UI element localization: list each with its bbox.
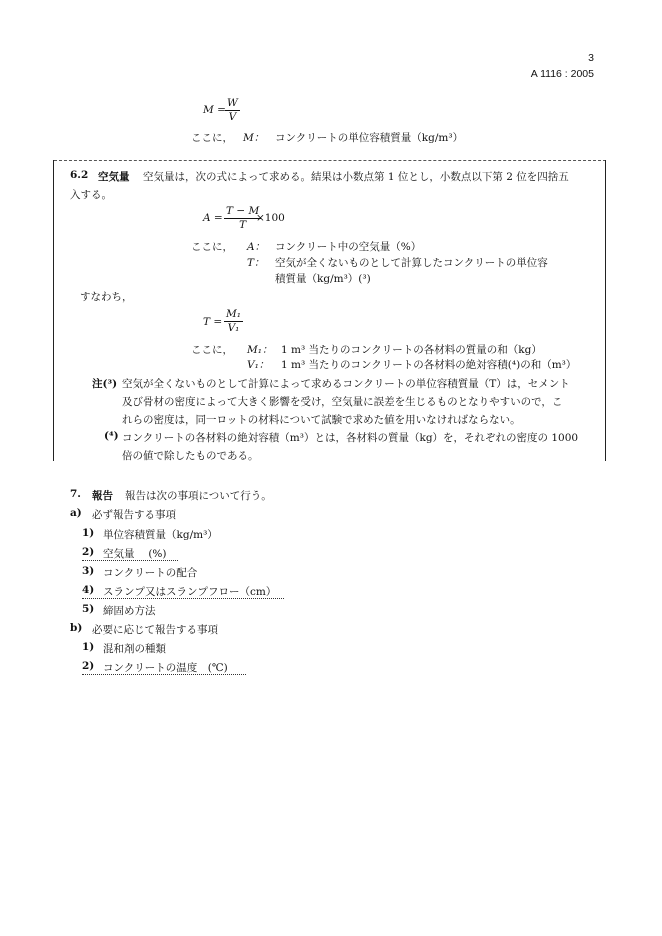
item-b-label: b) — [70, 622, 83, 634]
section-6-2-line1: 空気量は，次の式によって求める。結果は小数点第 1 位とし，小数点以下第 2 位を四捨五 — [143, 171, 569, 183]
page-number: 3 — [588, 52, 594, 64]
sunawachi: すなわち， — [80, 291, 133, 303]
top-formula-fraction — [225, 97, 240, 124]
formula-t-fraction — [224, 308, 243, 335]
def-v1-text: 1 m³ 当たりのコンクリートの各材料の絶対容積(⁴)の和（m³） — [281, 359, 577, 371]
formula-t-denominator: V₁ — [227, 322, 240, 334]
a-item-5-text: 締固め方法 — [103, 605, 156, 617]
note-4-line1: コンクリートの各材料の絶対容積（m³）とは，各材料の質量（kg）を，それぞれの密度の 1000 — [122, 432, 579, 444]
section-6-2-line2: 入する。 — [70, 189, 112, 201]
a-item-2-num: 2) — [82, 546, 95, 558]
formula-a-numerator: T − M — [226, 205, 260, 217]
b-item-2-num: 2) — [82, 660, 95, 672]
formula-a-denominator: T — [239, 219, 247, 231]
item-a-label: a) — [70, 507, 82, 519]
change-bar-left — [53, 160, 54, 461]
note-4-mark: (⁴) — [104, 430, 119, 442]
item-b-text: 必要に応じて報告する事項 — [92, 624, 218, 636]
top-formula-denominator: V — [228, 111, 237, 123]
a-item-3-num: 3) — [82, 565, 95, 577]
formula-t-numerator: M₁ — [226, 308, 241, 320]
a-item-4-text: スランプ又はスランプフロー（cm） — [103, 586, 277, 598]
where-2: ここに， — [191, 344, 233, 356]
formula-t-lhs: T = — [203, 316, 223, 328]
def-v1-symbol: V₁： — [247, 359, 270, 371]
a-item-4-underline — [82, 598, 284, 599]
def-t-symbol: T： — [247, 257, 265, 269]
change-rule-top — [54, 160, 606, 161]
a-item-1-text: 単位容積質量（kg/m³） — [103, 529, 218, 541]
def-a-text: コンクリート中の空気量（%） — [275, 241, 422, 253]
a-item-3-text: コンクリートの配合 — [103, 567, 198, 579]
a-item-4-num: 4) — [82, 584, 95, 596]
top-def-symbol: M： — [243, 132, 265, 144]
formula-a-lhs: A = — [203, 212, 223, 224]
where-1: ここに， — [191, 241, 233, 253]
def-a-symbol: A： — [247, 241, 266, 253]
top-where: ここに， — [191, 132, 233, 144]
b-item-2-underline — [82, 674, 246, 675]
standard-reference: A 1116 : 2005 — [530, 68, 594, 80]
note-3-line2: 及び骨材の密度によって大きく影響を受け，空気量に誤差を生じるものとなりやすいので，こ — [122, 396, 563, 408]
b-item-1-text: 混和剤の種類 — [103, 643, 166, 655]
def-m1-symbol: M₁： — [247, 344, 273, 356]
b-item-1-num: 1) — [82, 641, 95, 653]
a-item-2-underline — [82, 560, 178, 561]
note-3-line3: れらの密度は，同一ロットの材料について試験で求めた値を用いなければならない。 — [122, 414, 521, 426]
def-m1-text: 1 m³ 当たりのコンクリートの各材料の質量の和（kg） — [281, 344, 542, 356]
def-t-text-2: 積質量（kg/m³）(³) — [275, 273, 371, 285]
top-def-description: コンクリートの単位容積質量（kg/m³） — [275, 132, 464, 144]
section-7-title: 報告 — [92, 490, 113, 502]
section-7-intro: 報告は次の事項について行う。 — [125, 490, 272, 502]
section-7-number: 7. — [70, 488, 81, 500]
top-formula-lhs: M = — [203, 104, 226, 116]
section-6-2-number: 6.2 — [70, 169, 89, 181]
top-formula-numerator: W — [227, 97, 238, 109]
note-4-line2: 倍の値で除したものである。 — [122, 450, 259, 462]
a-item-2-text: 空気量 (%) — [103, 548, 167, 560]
def-t-text-1: 空気が全くないものとして計算したコンクリートの単位容 — [275, 257, 548, 269]
item-a-text: 必ず報告する事項 — [92, 509, 176, 521]
section-6-2-title: 空気量 — [98, 171, 130, 183]
b-item-2-text: コンクリートの温度 (℃) — [103, 662, 228, 674]
formula-a-tail: ×100 — [256, 212, 285, 224]
a-item-5-num: 5) — [82, 603, 95, 615]
change-bar-right — [605, 160, 606, 461]
a-item-1-num: 1) — [82, 527, 95, 539]
note-3-line1: 空気が全くないものとして計算によって求めるコンクリートの単位容積質量（T）は，セメント — [122, 378, 570, 390]
note-3-mark: 注(³) — [92, 378, 118, 390]
